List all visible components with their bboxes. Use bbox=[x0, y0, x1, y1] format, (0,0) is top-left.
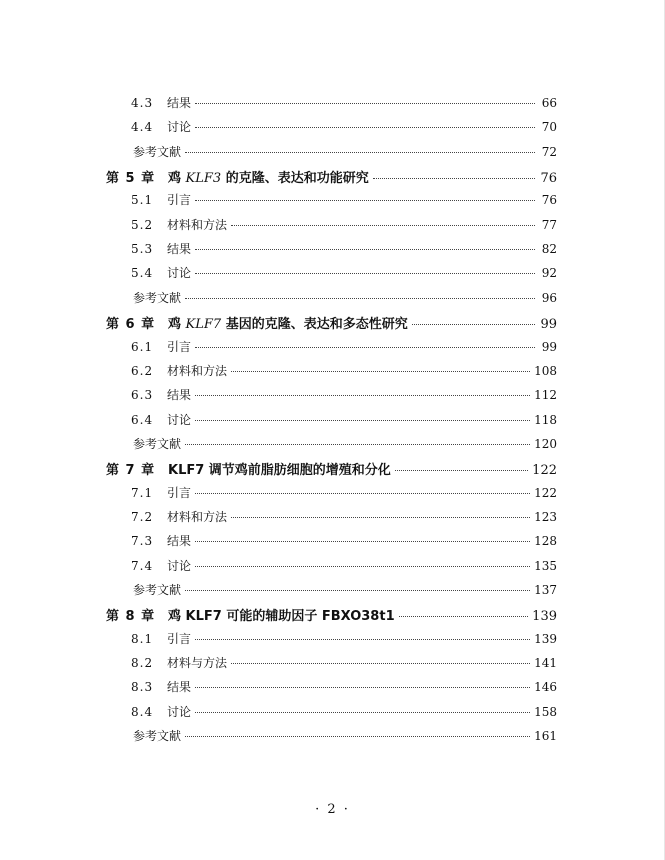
section-title: 结果 bbox=[167, 96, 192, 110]
dot-leader bbox=[185, 735, 530, 737]
dot-leader bbox=[185, 297, 535, 299]
title-text: 鸡 bbox=[168, 171, 186, 187]
toc-section-entry bbox=[131, 118, 557, 138]
page-ref: 76 bbox=[541, 193, 557, 208]
page-ref: 99 bbox=[540, 317, 557, 333]
section-title: 讨论 bbox=[167, 558, 192, 573]
chapter-number: 第 7 章 bbox=[106, 463, 156, 479]
section-title: 参考文献 bbox=[133, 144, 182, 159]
page-ref: 122 bbox=[532, 463, 557, 479]
page-ref: 72 bbox=[541, 144, 557, 159]
toc-section-entry bbox=[131, 654, 557, 674]
section-number: 5.1 bbox=[131, 193, 154, 208]
dot-leader bbox=[231, 516, 530, 518]
dot-leader bbox=[195, 199, 535, 201]
chapter-title bbox=[168, 167, 369, 186]
title-text: KLF7 调节鸡前脂肪细胞的增殖和分化 bbox=[168, 463, 391, 479]
section-title: 结果 bbox=[167, 680, 192, 695]
section-number: 8.1 bbox=[131, 631, 154, 646]
toc-references-entry bbox=[133, 435, 557, 455]
section-number: 7.4 bbox=[131, 558, 154, 573]
page-ref: 128 bbox=[534, 534, 557, 549]
section-number: 8.2 bbox=[131, 656, 154, 671]
section-title: 参考文献 bbox=[133, 436, 182, 451]
toc-section-entry bbox=[131, 94, 557, 114]
toc-section-entry bbox=[131, 678, 557, 698]
page-ref: 139 bbox=[532, 609, 557, 625]
toc-references-entry bbox=[133, 727, 557, 747]
dot-leader bbox=[395, 469, 528, 471]
chapter-title bbox=[168, 605, 395, 624]
chapter-number: 第 8 章 bbox=[106, 609, 156, 625]
gene-name: KLF7 bbox=[185, 317, 222, 333]
toc-section-entry bbox=[131, 240, 557, 260]
dot-leader bbox=[231, 662, 530, 664]
page-ref: 146 bbox=[534, 680, 557, 695]
toc-references-entry bbox=[133, 143, 557, 163]
page-ref: 161 bbox=[534, 729, 557, 744]
toc-chapter-entry bbox=[106, 313, 557, 333]
page-ref: 118 bbox=[534, 412, 557, 427]
section-number: 7.2 bbox=[131, 509, 154, 524]
section-number: 8.3 bbox=[131, 680, 154, 695]
dot-leader bbox=[195, 272, 535, 274]
dot-leader bbox=[185, 443, 530, 445]
chapter-title bbox=[168, 459, 391, 478]
dot-leader bbox=[231, 224, 535, 226]
section-number: 5.4 bbox=[131, 266, 154, 281]
section-number: 6.1 bbox=[131, 339, 154, 354]
dot-leader bbox=[399, 615, 529, 617]
section-number: 5.3 bbox=[131, 242, 154, 257]
toc-section-entry bbox=[131, 338, 557, 358]
section-number: 4.3 bbox=[131, 96, 154, 110]
dot-leader bbox=[195, 126, 535, 128]
section-number: 4.4 bbox=[131, 120, 154, 135]
toc-section-entry bbox=[131, 630, 557, 650]
dot-leader bbox=[195, 394, 530, 396]
section-number: 7.3 bbox=[131, 534, 154, 549]
section-title: 结果 bbox=[167, 242, 192, 257]
section-title: 结果 bbox=[167, 534, 192, 549]
section-title: 结果 bbox=[167, 388, 192, 403]
dot-leader bbox=[195, 346, 535, 348]
toc-references-entry bbox=[133, 289, 557, 309]
section-number: 6.3 bbox=[131, 388, 154, 403]
section-number: 5.2 bbox=[131, 217, 154, 232]
toc-chapter-entry bbox=[106, 605, 557, 625]
title-text: 鸡 KLF7 可能的辅助因子 FBXO38t1 bbox=[168, 609, 395, 625]
section-title: 材料和方法 bbox=[167, 363, 228, 378]
page-ref: 108 bbox=[534, 363, 557, 378]
dot-leader bbox=[195, 638, 530, 640]
dot-leader bbox=[195, 102, 535, 104]
page-ref: 99 bbox=[541, 339, 557, 354]
toc-section-entry bbox=[131, 557, 557, 577]
section-title: 引言 bbox=[167, 193, 192, 208]
section-title: 参考文献 bbox=[133, 583, 182, 597]
section-title: 讨论 bbox=[167, 266, 192, 281]
page-ref: 70 bbox=[541, 120, 557, 135]
toc-section-entry bbox=[131, 484, 557, 504]
section-number: 6.2 bbox=[131, 363, 154, 378]
page-ref: 96 bbox=[541, 290, 557, 305]
section-title: 参考文献 bbox=[133, 729, 182, 744]
page-ref: 77 bbox=[541, 217, 557, 232]
page-ref: 112 bbox=[534, 388, 557, 403]
section-title: 材料与方法 bbox=[167, 656, 228, 671]
page-number: · 2 · bbox=[315, 802, 350, 817]
section-title: 讨论 bbox=[167, 120, 192, 135]
page-ref: 123 bbox=[534, 509, 557, 524]
title-text: 鸡 bbox=[168, 317, 186, 333]
dot-leader bbox=[195, 540, 530, 542]
section-title: 讨论 bbox=[167, 704, 192, 719]
toc-chapter-entry bbox=[106, 459, 557, 479]
toc-section-entry bbox=[131, 411, 557, 431]
section-title: 参考文献 bbox=[133, 290, 182, 305]
page-ref: 76 bbox=[540, 171, 557, 187]
dot-leader bbox=[185, 151, 535, 153]
toc-chapter-entry bbox=[106, 167, 557, 187]
section-title: 引言 bbox=[167, 631, 192, 646]
dot-leader bbox=[195, 711, 530, 713]
page-ref: 122 bbox=[534, 485, 557, 500]
section-title: 引言 bbox=[167, 485, 192, 500]
dot-leader bbox=[195, 565, 530, 567]
dot-leader bbox=[195, 419, 530, 421]
gene-name: KLF3 bbox=[185, 171, 222, 187]
section-number: 7.1 bbox=[131, 485, 154, 500]
page-ref: 82 bbox=[541, 242, 557, 257]
title-text: 基因的克隆、表达和多态性研究 bbox=[221, 317, 408, 333]
page-ref: 120 bbox=[534, 436, 557, 451]
toc-section-entry bbox=[131, 216, 557, 236]
toc-section-entry bbox=[131, 532, 557, 552]
page-ref: 137 bbox=[534, 583, 557, 597]
toc-section-entry bbox=[131, 191, 557, 211]
toc-section-entry bbox=[131, 508, 557, 528]
dot-leader bbox=[185, 589, 530, 591]
section-number: 6.4 bbox=[131, 412, 154, 427]
section-title: 讨论 bbox=[167, 412, 192, 427]
dot-leader bbox=[231, 370, 530, 372]
dot-leader bbox=[195, 492, 530, 494]
dot-leader bbox=[195, 686, 530, 688]
page-ref: 66 bbox=[541, 96, 557, 110]
chapter-number: 第 5 章 bbox=[106, 171, 156, 187]
title-text: 的克隆、表达和功能研究 bbox=[221, 171, 369, 187]
toc-section-entry bbox=[131, 703, 557, 723]
toc-section-entry bbox=[131, 386, 557, 406]
page-ref: 158 bbox=[534, 704, 557, 719]
dot-leader bbox=[195, 248, 535, 250]
toc-section-entry bbox=[131, 362, 557, 382]
dot-leader bbox=[412, 323, 535, 325]
page-ref: 135 bbox=[534, 558, 557, 573]
section-title: 材料和方法 bbox=[167, 217, 228, 232]
toc-references-entry bbox=[133, 581, 557, 601]
page-ref: 92 bbox=[541, 266, 557, 281]
section-title: 引言 bbox=[167, 339, 192, 354]
toc-section-entry bbox=[131, 264, 557, 284]
chapter-number: 第 6 章 bbox=[106, 317, 156, 333]
page-ref: 141 bbox=[534, 656, 557, 671]
page-ref: 139 bbox=[534, 631, 557, 646]
section-number: 8.4 bbox=[131, 704, 154, 719]
chapter-title bbox=[168, 313, 408, 332]
section-title: 材料和方法 bbox=[167, 509, 228, 524]
dot-leader bbox=[373, 177, 535, 179]
